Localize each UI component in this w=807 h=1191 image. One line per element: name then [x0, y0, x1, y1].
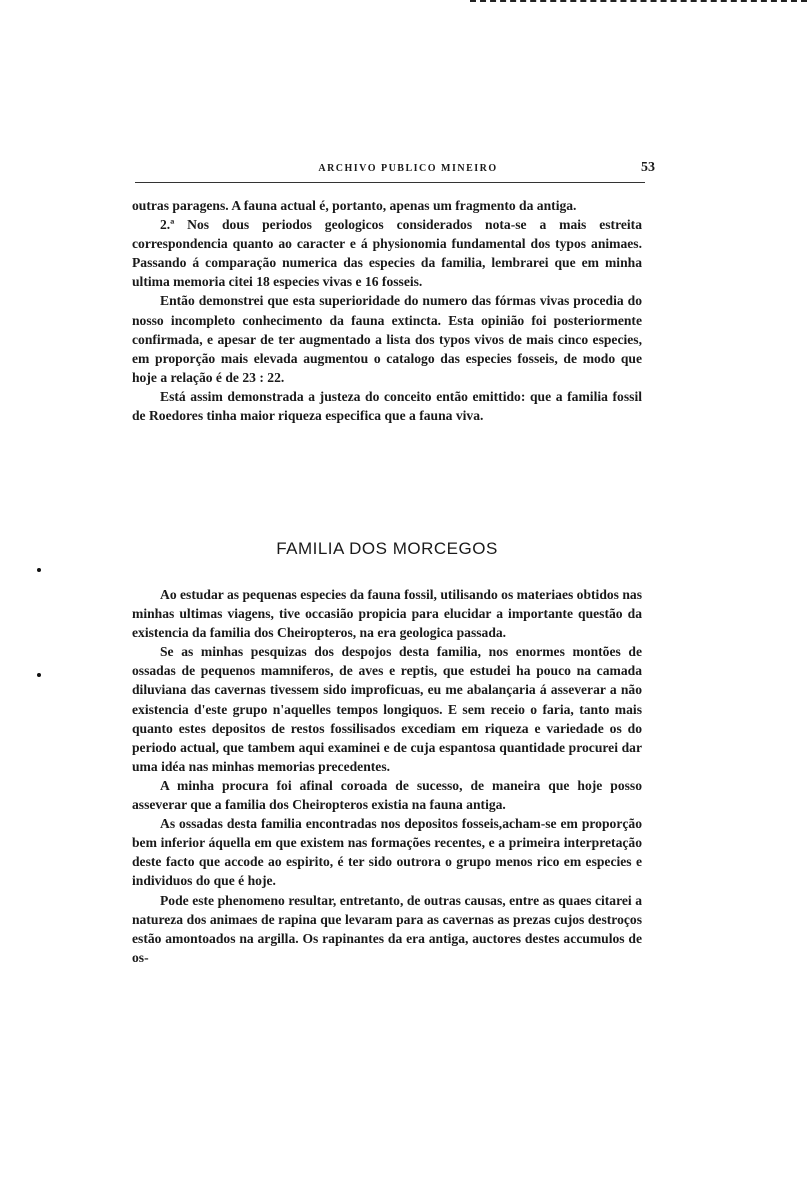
- section-heading: FAMILIA DOS MORCEGOS: [276, 539, 498, 558]
- paragraph: Está assim demonstrada a justeza do conceito então emittido: que a familia fossil de Roedores tinha maior riqueza especifica que a fauna viva.: [132, 388, 642, 424]
- margin-mark: [37, 673, 41, 677]
- header-rule: [135, 182, 645, 183]
- margin-mark: [37, 568, 41, 572]
- paragraph: A minha procura foi afinal coroada de sucesso, de maneira que hoje posso asseverar que a familia dos Cheiropteros existia na fauna antiga.: [132, 777, 642, 813]
- paragraph: Pode este phenomeno resultar, entretanto, de outras causas, entre as quaes citarei a natureza dos animaes de rapina que levaram para as cavernas as prezas cujos destroços estão amontoados na argilla. Os rapinantes da era antiga, auctores destes accumulos de os-: [132, 892, 642, 965]
- running-title: ARCHIVO PUBLICO MINEIRO: [318, 163, 498, 174]
- section-text-block: [132, 585, 642, 967]
- scan-edge-marks: [470, 0, 807, 6]
- paragraph: Se as minhas pesquizas dos despojos desta familia, nos enormes montões de ossadas de pequenos mamniferos, de aves e reptis, que estudei ha pouco na camada diluviana das cavernas tivessem sido improficuas, eu me abalançaria á asseverar a não existencia d'este grupo n'aquelles tempos longiquos. E sem receio o faria, tanto mais quanto estes depositos de restos fossilisados excediam em riqueza e variedade os do periodo actual, que tambem aqui examinei e de cuja espantosa quantidade procurei dar uma idéa nas minhas memorias precedentes.: [132, 644, 642, 774]
- running-header: [135, 160, 655, 176]
- page-number: 53: [641, 160, 655, 175]
- paragraph: Ao estudar as pequenas especies da fauna fossil, utilisando os materiaes obtidos nas minhas ultimas viagens, tive occasião propicia para elucidar a importante questão da existencia da familia dos Cheiropteros, na era geologica passada.: [132, 587, 643, 641]
- paragraph: Então demonstrei que esta superioridade do numero das fórmas vivas procedia do nosso incompleto conhecimento da fauna extincta. Esta opinião foi posteriormente confirmada, e apesar de ter augmentado a lista dos typos vivos de mais cinco especies, em proporção mais elevada augmentou o catalogo das especies fosseis, de modo que hoje a relação é de 23 : 22.: [132, 293, 642, 385]
- paragraph: outras paragens. A fauna actual é, portanto, apenas um fragmento da antiga.: [132, 198, 577, 213]
- paragraph: 2.ª Nos dous periodos geologicos considerados nota-se a mais estreita correspondencia quanto ao caracter e á physionomia fundamental dos typos animaes. Passando á comparação numerica das especies da familia, lembrarei que em minha ultima memoria citei 18 especies vivas e 16 fosseis.: [132, 217, 642, 290]
- paragraph: As ossadas desta familia encontradas nos depositos fosseis,acham-se em proporção bem inferior áquella em que existem nas formações recentes, e a primeira interpretação deste facto que accode ao espirito, é ter sido outrora o grupo menos rico em especies e individuos do que é hoje.: [132, 816, 642, 889]
- top-text-block: [132, 196, 642, 425]
